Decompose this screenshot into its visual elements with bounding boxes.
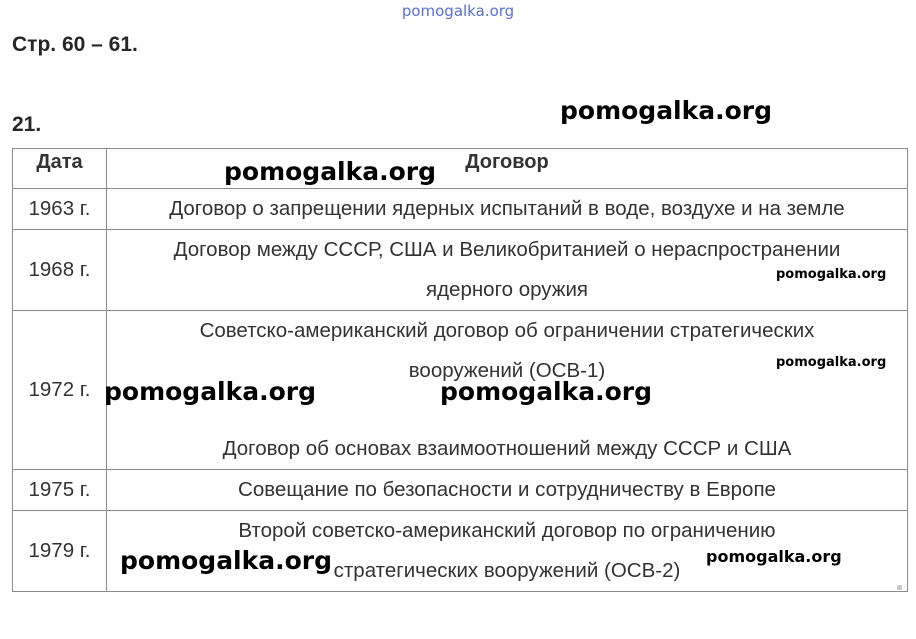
watermark: pomogalka.org — [120, 546, 333, 575]
watermark: pomogalka.org — [224, 157, 437, 186]
table-row — [13, 470, 908, 511]
task-number: 21. — [12, 113, 42, 136]
page-reference: Стр. 60 – 61. — [12, 33, 138, 56]
date-cell: 1972 г. — [13, 311, 107, 470]
treaty-cell — [107, 470, 908, 511]
date-cell: 1963 г. — [13, 189, 107, 230]
date-cell: 1968 г. — [13, 230, 107, 311]
treaty-text: Советско-американский договор об ограничении стратегических — [199, 319, 815, 342]
header-date: Дата — [13, 149, 107, 189]
treaty-text: стратегических вооружений (ОСВ-2) — [333, 559, 681, 582]
watermark: pomogalka.org — [560, 96, 773, 125]
treaty-text: Договор между СССР, США и Великобританией о нераспространении — [173, 238, 841, 261]
header-treaty: Договор — [107, 149, 908, 189]
date-cell: 1975 г. — [13, 470, 107, 511]
treaty-text: Совещание по безопасности и сотрудничеству в Европе — [238, 478, 776, 501]
treaty-text: Договор об основах взаимоотношений между СССР и США — [222, 437, 792, 460]
table-row — [13, 189, 908, 230]
treaty-text: вооружений (ОСВ-1) — [408, 359, 606, 382]
watermark: pomogalka.org — [104, 377, 317, 406]
date-cell: 1979 г. — [13, 511, 107, 592]
treaty-text: Договор о запрещении ядерных испытаний в воде, воздухе и на земле — [169, 197, 845, 220]
treaty-cell — [107, 189, 908, 230]
treaty-text: ядерного оружия — [425, 278, 589, 301]
watermark: pomogalka.org — [776, 267, 887, 282]
table-header-row — [13, 149, 908, 189]
table-row — [13, 230, 908, 311]
watermark: pomogalka.org — [440, 377, 653, 406]
top-watermark: pomogalka.org — [401, 2, 515, 20]
treaty-text: Второй советско-американский договор по ограничению — [238, 519, 776, 542]
watermark: pomogalka.org — [776, 355, 887, 370]
treaties-table — [12, 148, 908, 592]
scan-artifact — [897, 585, 902, 590]
watermark: pomogalka.org — [706, 547, 842, 566]
